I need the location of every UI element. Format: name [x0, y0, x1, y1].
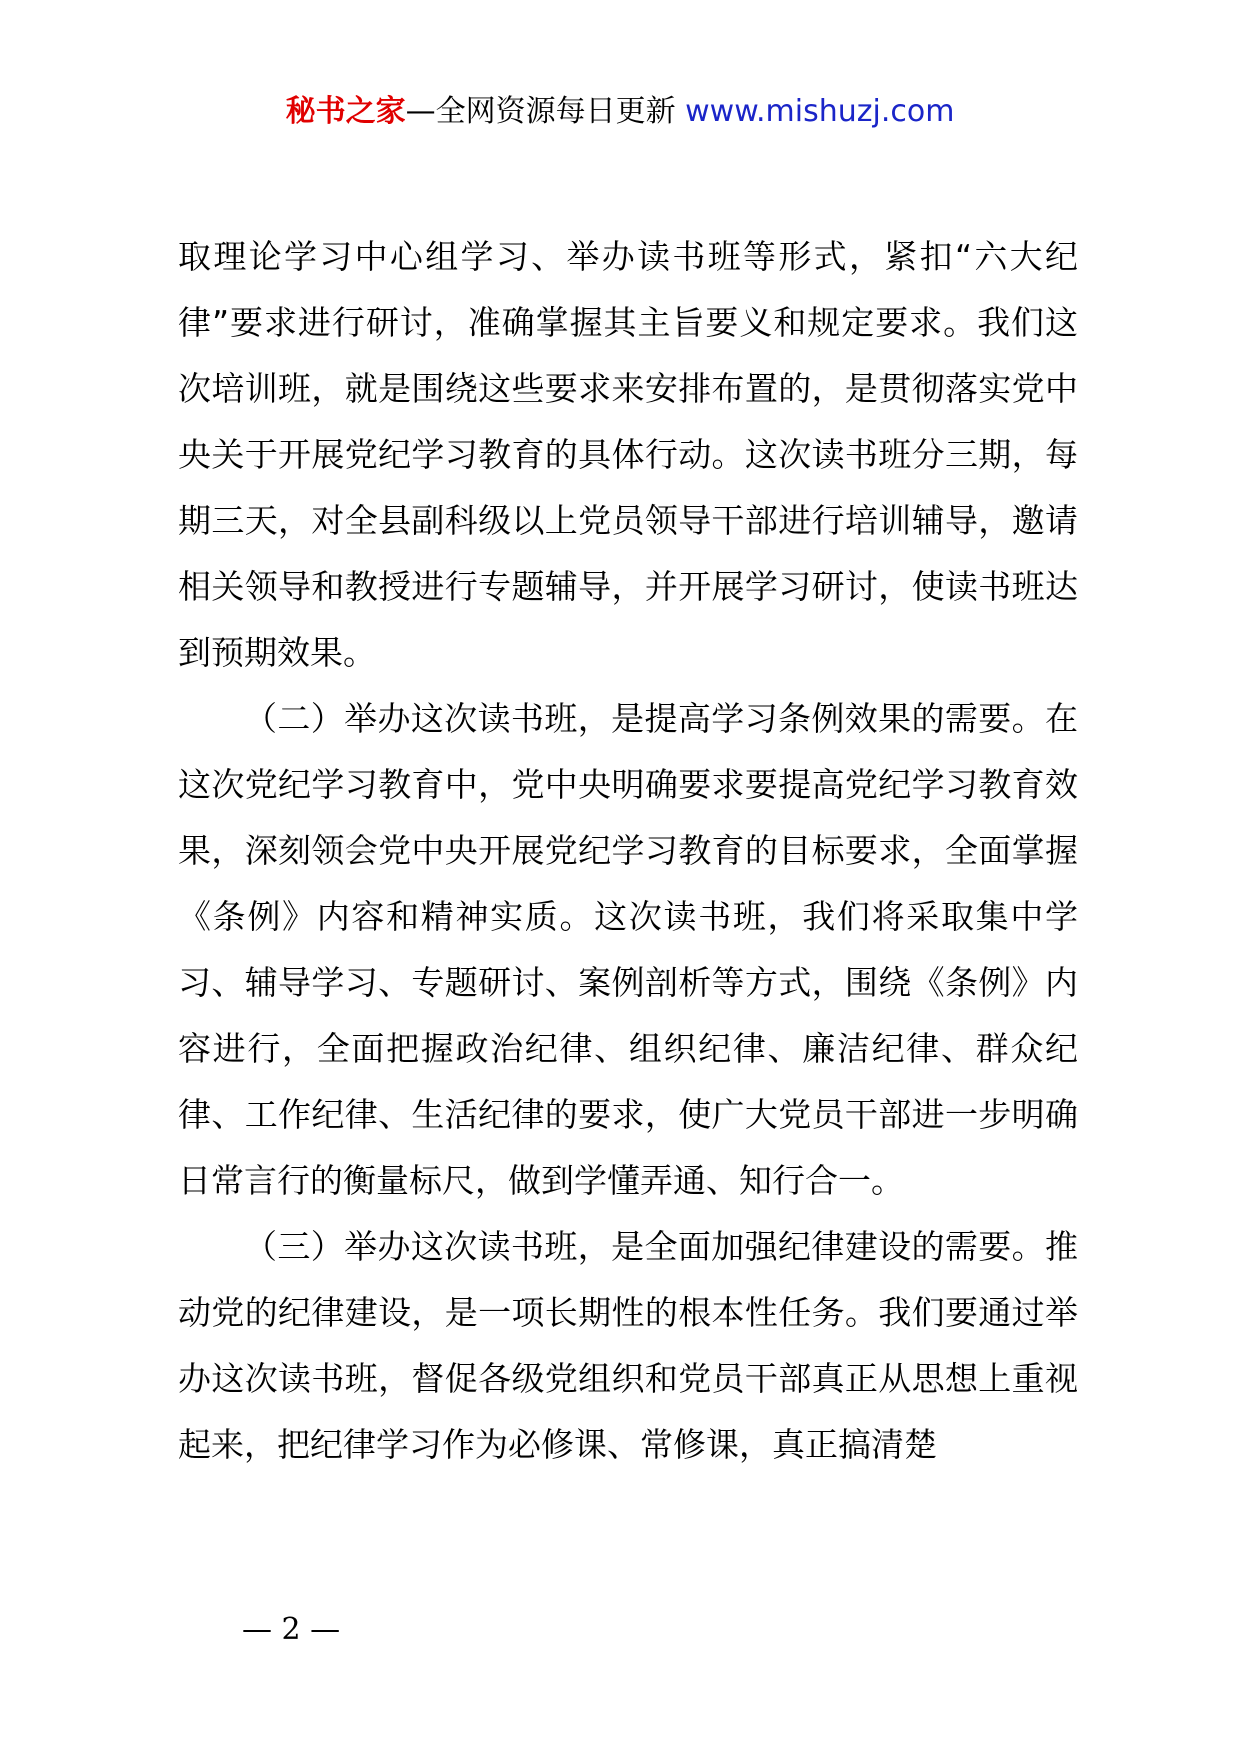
page-number: — 2 —	[242, 1612, 341, 1647]
paragraph-section-two: （二）举办这次读书班，是提高学习条例效果的需要。在这次党纪学习教育中，党中央明确要求要提高党纪学习教育效果，深刻领会党中央开展党纪学习教育的目标要求，全面掌握《条例》内容和精神实质。这次读书班，我们将采取集中学习、辅导学习、专题研讨、案例剖析等方式，围绕《条例》内容进行，全面把握政治纪律、组织纪律、廉洁纪律、群众纪律、工作纪律、生活纪律的要求，使广大党员干部进一步明确日常言行的衡量标尺，做到学懂弄通、知行合一。	[178, 699, 1078, 1200]
website-url[interactable]: www.mishuzj.com	[685, 94, 955, 129]
paragraph-section-three: （三）举办这次读书班，是全面加强纪律建设的需要。推动党的纪律建设，是一项长期性的根本性任务。我们要通过举办这次读书班，督促各级党组织和党员干部真正从思想上重视起来，把纪律学习作为必修课、常修课，真正搞清楚	[178, 1227, 1078, 1464]
header-slogan: —全网资源每日更新	[405, 94, 676, 129]
brand-name: 秘书之家	[285, 94, 406, 129]
document-body	[178, 224, 1078, 1478]
paragraph-continued: 取理论学习中心组学习、举办读书班等形式，紧扣“六大纪律”要求进行研讨，准确掌握其主旨要义和规定要求。我们这次培训班，就是围绕这些要求来安排布置的，是贯彻落实党中央关于开展党纪学习教育的具体行动。这次读书班分三期，每期三天，对全县副科级以上党员领导干部进行培训辅导，邀请相关领导和教授进行专题辅导，并开展学习研讨，使读书班达到预期效果。	[178, 237, 1078, 672]
page-header	[0, 92, 1240, 132]
